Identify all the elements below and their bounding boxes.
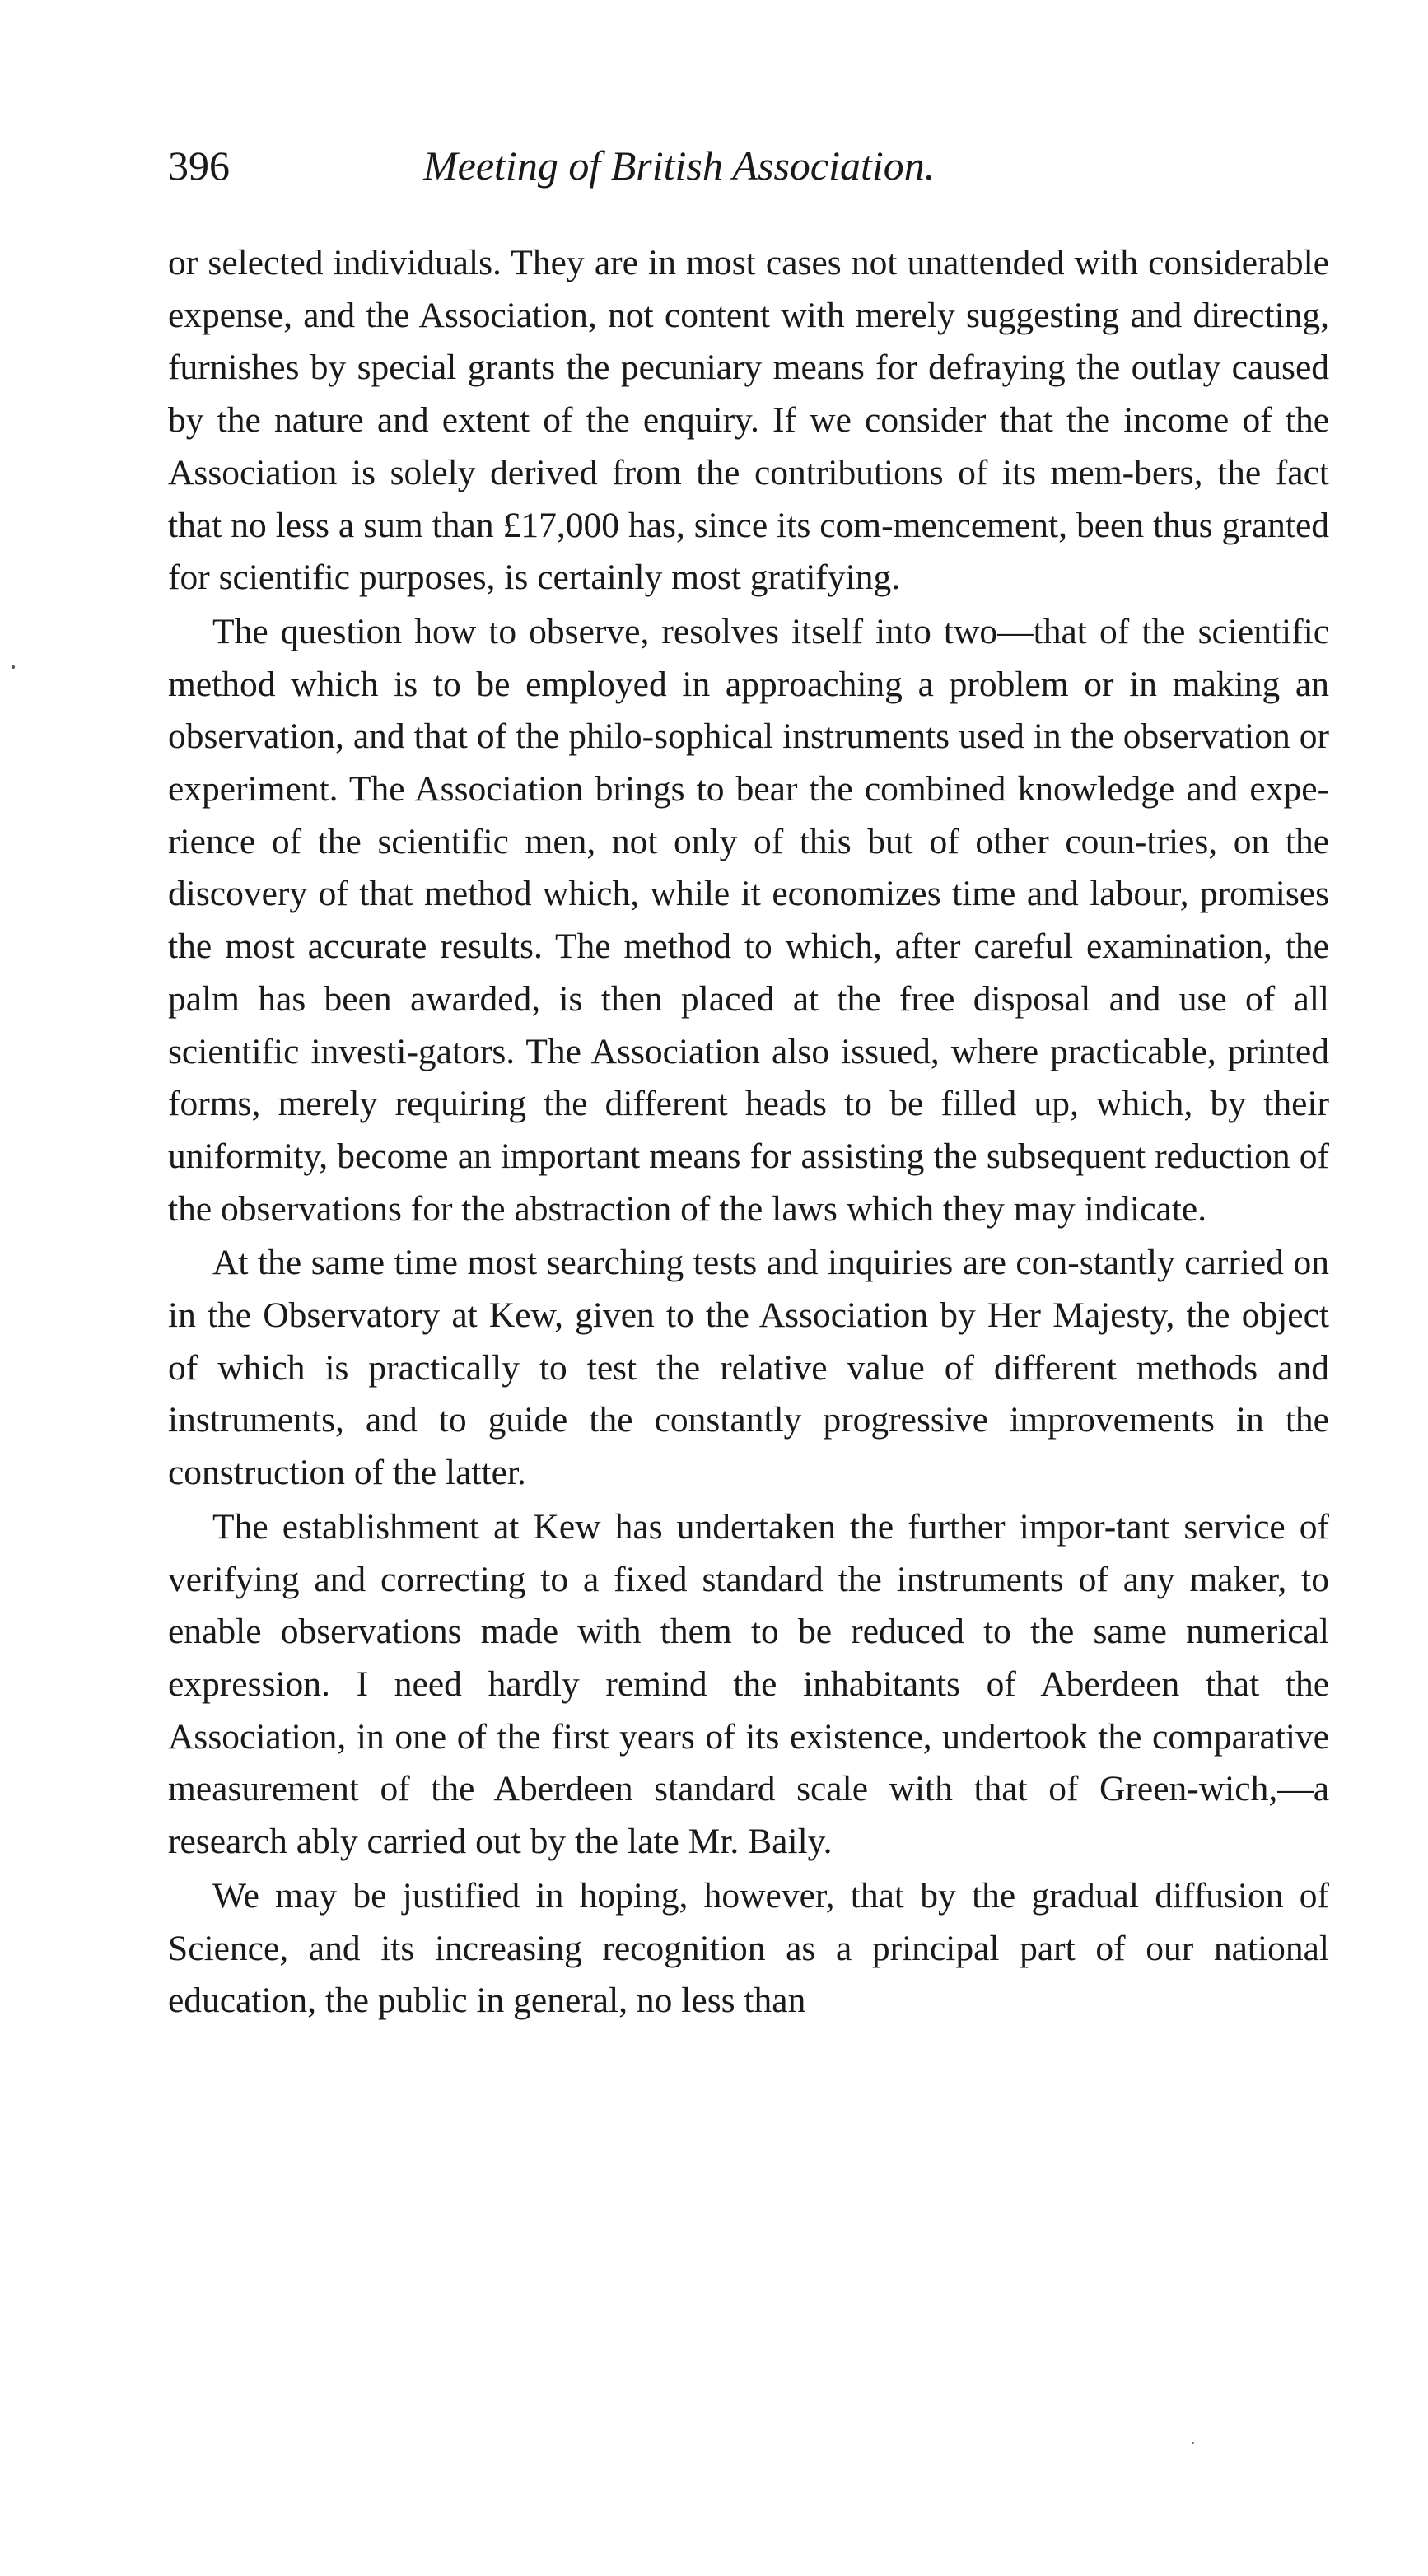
margin-speck [12,665,15,669]
paragraph-kew-establishment: The establishment at Kew has undertaken the further impor-tant service of verifying and correcting to a fixed standard the instruments of any maker, to enable observations made with them to be reduced to the same numerical expression. I need hardly remind the inhabitants of Aberdeen that the Association, in one of the first years of its existence, undertook the comparative measurement of the Aberdeen standard scale with that of Green-wich,—a research ably carried out by the late Mr. Baily. [168,1506,1329,1862]
running-header [168,137,1329,194]
paragraph-how-to-observe: The question how to observe, resolves itself into two—that of the scientific method which is to be employed in approaching a problem or in making an observation, and that of the philo-sophical instruments used in the observation or experiment. The Association brings to bear the combined knowledge and expe-rience of the scientific men, not only of this but of other coun-tries, on the discovery of that method which, while it economizes time and labour, promises the most accurate results. The method to which, after careful examination, the palm has been awarded, is then placed at the free disposal and use of all scientific investi-gators. The Association also issued, where practicable, printed forms, merely requiring the different heads to be filled up, which, by their uniformity, become an important means for assisting the subsequent reduction of the observations for the abstraction of the laws which they may indicate. [168,611,1329,1229]
bottom-speck [1192,2442,1194,2444]
page-number: 396 [168,142,230,189]
paragraph-diffusion-of-science: We may be justified in hoping, however, that by the gradual diffusion of Science, and its increasing recognition as a principal part of our national education, the public in general, no less than [168,1875,1329,2021]
paragraph-kew-observatory: At the same time most searching tests and inquiries are con-stantly carried on in the Observatory at Kew, given to the Association by Her Majesty, the object of which is practically to test the relative value of different methods and instruments, and to guide the constantly progressive improvements in the construction of the latter. [168,1243,1329,1493]
paragraph-continued: or selected individuals. They are in most cases not unattended with considerable expense, and the Association, not content with merely suggesting and directing, furnishes by special grants the pecuniary means for defraying the outlay caused by the nature and extent of the enquiry. If we consider that the income of the Association is solely derived from the contributions of its mem-bers, the fact that no less a sum than £17,000 has, since its com-mencement, been thus granted for scientific purposes, is certainly most gratifying. [168,243,1329,598]
body-text [168,237,1329,2028]
running-title: Meeting of British Association. [423,142,936,189]
